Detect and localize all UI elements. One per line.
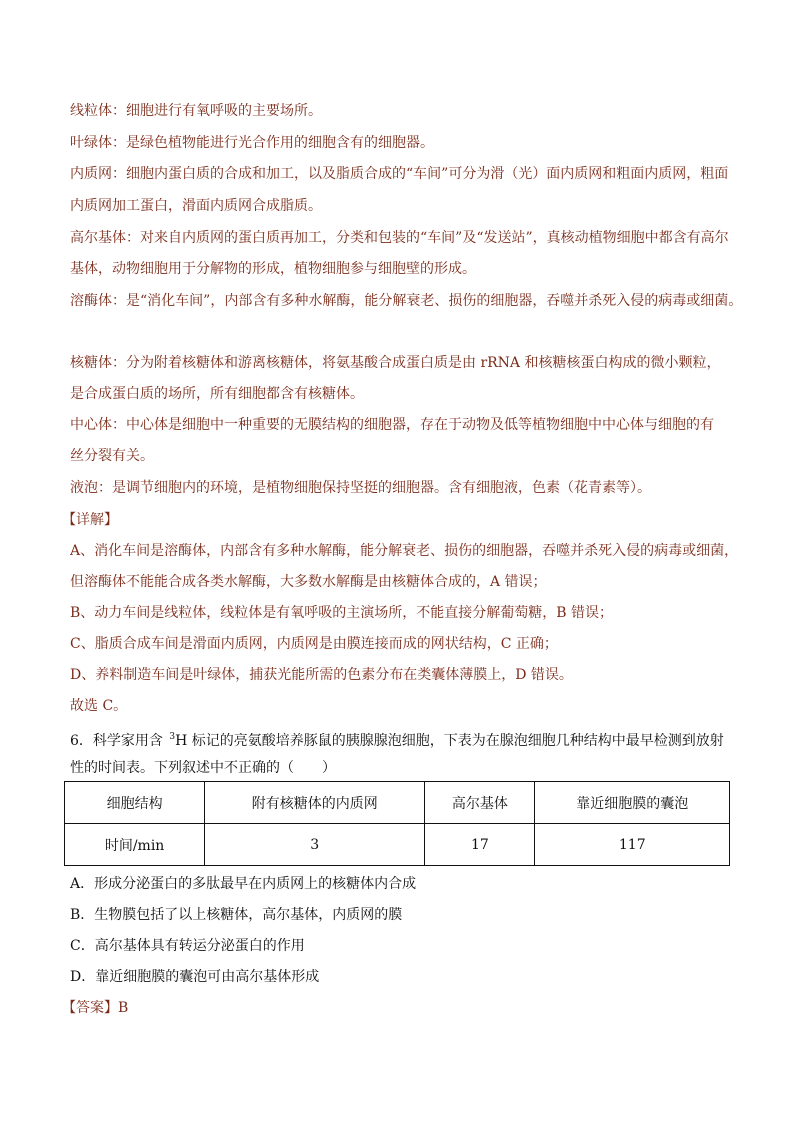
explanation-line-ribosome-1: 核糖体：分为附着核糖体和游离核糖体，将氨基酸合成蛋白质是由 rRNA 和核糖核蛋白构成的微小颗粒， xyxy=(70,355,721,371)
option-a: A．形成分泌蛋白的多肽最早在内质网上的核糖体内合成 xyxy=(70,876,417,892)
explanation-line-vacuole: 液泡：是调节细胞内的环境，是植物细胞保持坚挺的细胞器。含有细胞液，色素（花青素等）。 xyxy=(70,480,651,496)
explanation-line-er-1: 内质网：细胞内蛋白质的合成和加工，以及脂质合成的“车间”可分为滑（光）面内质网和粗面内质网，粗面 xyxy=(70,166,729,182)
isotope-mass-superscript: 3 xyxy=(169,732,176,742)
detail-line-c: C、脂质合成车间是滑面内质网，内质网是由膜连接而成的网状结构，C 正确； xyxy=(70,636,558,652)
answer-header: 【答案】 xyxy=(62,1000,118,1016)
conclusion: 故选 C。 xyxy=(70,698,128,714)
data-table xyxy=(64,781,730,866)
detail-header: 【详解】 xyxy=(62,512,118,528)
answer-value: B xyxy=(118,1000,129,1016)
question-suffix: H 标记的亮氨酸培养豚鼠的胰腺腺泡细胞，下表为在腺泡细胞几种结构中最早检测到放射 xyxy=(175,733,724,749)
explanation-line-centrosome-1: 中心体：中心体是细胞中一种重要的无膜结构的细胞器，存在于动物及低等植物细胞中中心体与细胞的有 xyxy=(70,417,714,433)
answer-line xyxy=(62,998,128,1018)
option-c: C．高尔基体具有转运分泌蛋白的作用 xyxy=(70,938,305,954)
table-cell: 3 xyxy=(205,824,425,866)
option-d: D．靠近细胞膜的囊泡可由高尔基体形成 xyxy=(70,969,320,985)
question-stem-line-1 xyxy=(70,727,724,747)
table-header-cell: 细胞结构 xyxy=(65,782,205,824)
option-b: B．生物膜包括了以上核糖体，高尔基体，内质网的膜 xyxy=(70,907,403,923)
explanation-line-chloroplast: 叶绿体：是绿色植物能进行光合作用的细胞含有的细胞器。 xyxy=(70,135,434,151)
table-cell: 117 xyxy=(535,824,730,866)
explanation-line-centrosome-2: 丝分裂有关。 xyxy=(70,448,154,464)
detail-line-a-1: A、消化车间是溶酶体，内部含有多种水解酶，能分解衰老、损伤的细胞器，吞噬并杀死入侵的病毒或细菌， xyxy=(70,543,739,559)
table-header-cell: 靠近细胞膜的囊泡 xyxy=(535,782,730,824)
explanation-line-ribosome-2: 是合成蛋白质的场所，所有细胞都含有核糖体。 xyxy=(70,386,364,402)
question-stem-line-2: 性的时间表。下列叙述中不正确的（ ） xyxy=(70,760,336,776)
detail-line-b: B、动力车间是线粒体，线粒体是有氧呼吸的主演场所，不能直接分解葡萄糖，B 错误； xyxy=(70,605,614,621)
table-header-row xyxy=(65,782,730,824)
explanation-line-golgi-1: 高尔基体：对来自内质网的蛋白质再加工，分类和包装的“车间”及“发送站”，真核动植物细胞中都含有高尔 xyxy=(70,230,729,246)
explanation-line-er-2: 内质网加工蛋白，滑面内质网合成脂质。 xyxy=(70,198,322,214)
detail-line-a-2: 但溶酶体不能能合成各类水解酶，大多数水解酶是由核糖体合成的，A 错误； xyxy=(70,574,547,590)
explanation-line-golgi-2: 基体，动物细胞用于分解物的形成，植物细胞参与细胞壁的形成。 xyxy=(70,261,476,277)
table-cell: 时间/min xyxy=(65,824,205,866)
explanation-line-lysosome: 溶酶体：是“消化车间”，内部含有多种水解酶，能分解衰老、损伤的细胞器，吞噬并杀死入侵的病毒或细菌。 xyxy=(70,293,743,309)
table-header-cell: 附有核糖体的内质网 xyxy=(205,782,425,824)
detail-line-d: D、养料制造车间是叶绿体，捕获光能所需的色素分布在类囊体薄膜上，D 错误。 xyxy=(70,667,573,683)
table-cell: 17 xyxy=(425,824,535,866)
question-prefix: 6．科学家用含 xyxy=(70,733,168,749)
table-row xyxy=(65,824,730,866)
table-header-cell: 高尔基体 xyxy=(425,782,535,824)
explanation-line-mitochondria: 线粒体：细胞进行有氧呼吸的主要场所。 xyxy=(70,103,322,119)
